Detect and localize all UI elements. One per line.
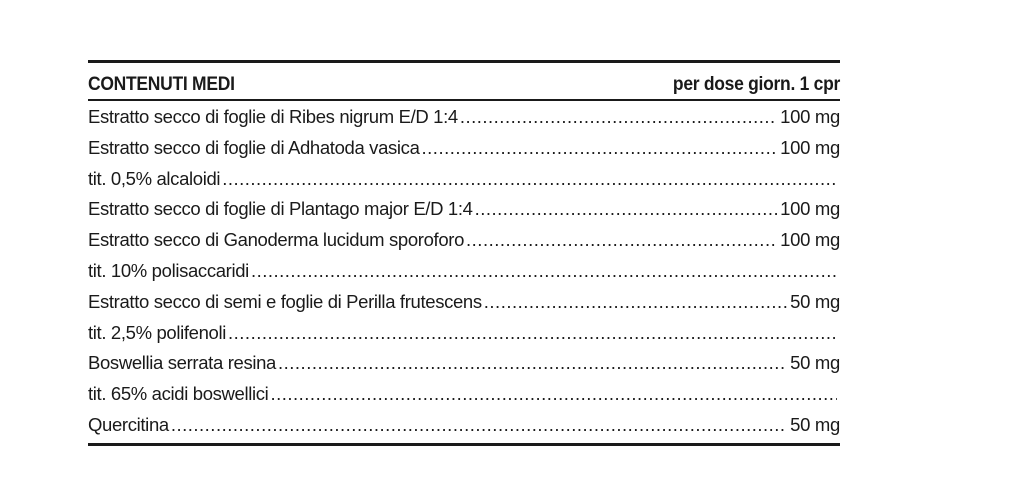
ingredient-titration: tit. 2,5% polifenoli <box>88 321 227 343</box>
ingredient-titration: tit. 0,5% alcaloidi <box>88 167 221 189</box>
ingredient-amount: 50 mg <box>790 413 840 435</box>
dot-leader <box>422 133 778 164</box>
table-header <box>88 63 840 99</box>
ingredient-amount: 100 mg <box>780 136 840 158</box>
ingredient-name: Estratto secco di foglie di Ribes nigrum E/D 1:4 <box>88 106 458 127</box>
ingredient-name: Quercitina <box>88 413 169 435</box>
dot-leader <box>171 410 787 441</box>
dot-leader <box>270 379 837 410</box>
ingredient-name: Boswellia serrata resina <box>88 352 276 374</box>
bottom-rule <box>88 443 840 446</box>
dot-leader <box>278 348 787 379</box>
table-row <box>88 287 840 318</box>
ingredient-name: Estratto secco di foglie di Adhatoda vasica <box>88 136 420 158</box>
ingredient-list <box>88 101 840 441</box>
ingredient-amount: 100 mg <box>780 106 840 127</box>
ingredient-amount: 50 mg <box>790 352 840 374</box>
table-row <box>88 225 840 256</box>
ingredient-titration: tit. 65% acidi boswellici <box>88 383 269 405</box>
header-dose-label: per dose giorn. 1 cpr <box>672 74 841 95</box>
table-row <box>88 410 840 441</box>
ingredient-name: Estratto secco di foglie di Plantago major E/D 1:4 <box>88 198 473 220</box>
ingredients-table <box>88 60 840 446</box>
dot-leader <box>222 164 837 195</box>
ingredient-amount: 50 mg <box>790 290 840 312</box>
dot-leader <box>475 194 778 225</box>
dot-leader <box>228 318 837 349</box>
ingredient-name: Estratto secco di semi e foglie di Perilla frutescens <box>88 290 482 312</box>
table-row <box>88 318 840 349</box>
table-row <box>88 379 840 410</box>
ingredient-amount: 100 mg <box>780 198 840 220</box>
header-contents-label: CONTENUTI MEDI <box>88 74 235 95</box>
table-row <box>88 164 840 195</box>
table-row <box>88 194 840 225</box>
table-row <box>88 133 840 164</box>
table-row <box>88 256 840 287</box>
dot-leader <box>460 102 777 133</box>
dot-leader <box>466 225 777 256</box>
ingredient-amount: 100 mg <box>780 229 840 251</box>
dot-leader <box>251 256 837 287</box>
ingredient-titration: tit. 10% polisaccaridi <box>88 259 249 281</box>
dot-leader <box>484 287 787 318</box>
table-row <box>88 348 840 379</box>
ingredient-name: Estratto secco di Ganoderma lucidum sporoforo <box>88 229 465 251</box>
table-row <box>88 102 840 133</box>
